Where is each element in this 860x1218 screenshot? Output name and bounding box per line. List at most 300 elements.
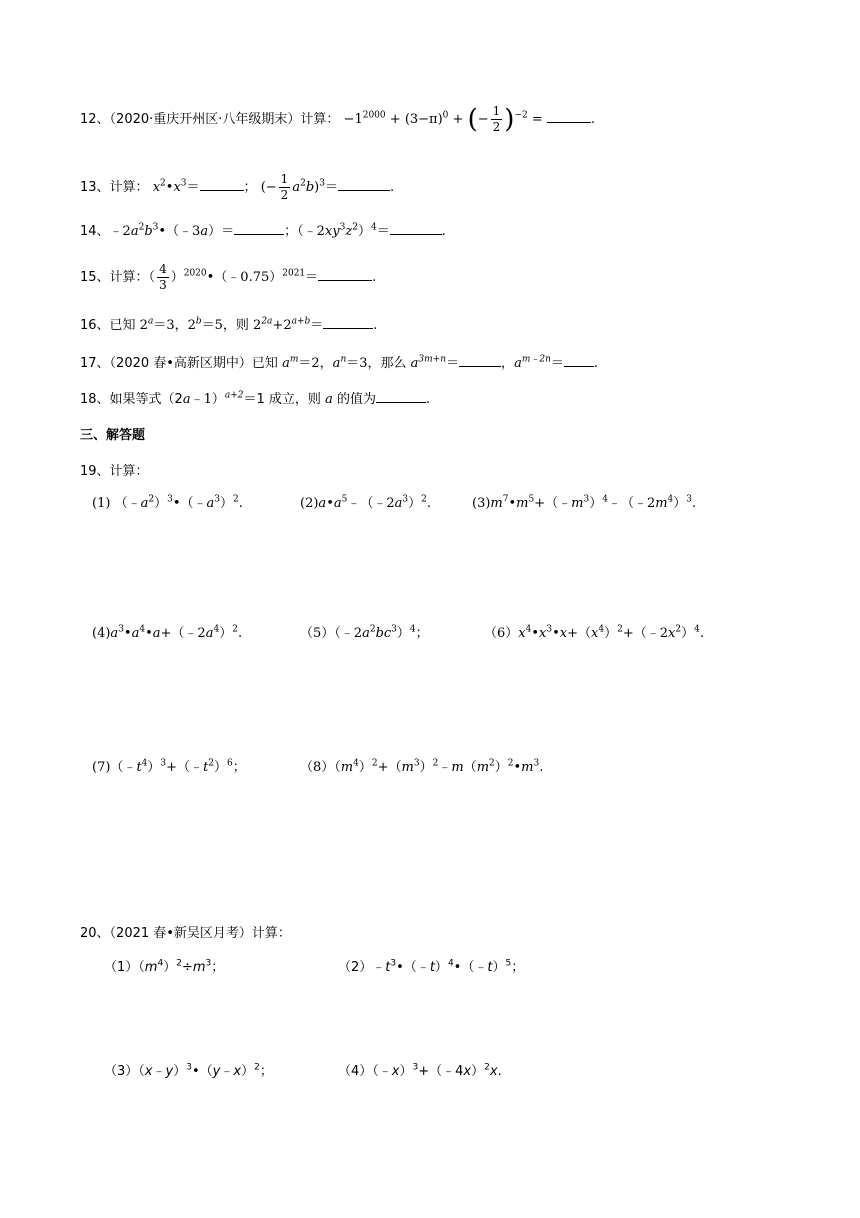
question-19-title: 19、计算： [80,464,149,479]
math-token: x [233,1064,242,1079]
math-token: ） [471,1064,485,1079]
math-token: 2 [492,120,501,134]
math-token: x [173,180,181,195]
math-token: 的值为 [336,392,376,407]
math-token: ） [173,1064,187,1079]
math-token: y [212,1064,221,1079]
math-token: (3−π) [404,112,443,127]
answer-blank[interactable] [200,189,244,191]
math-token: 2 [254,1062,260,1073]
math-token: m [144,960,158,975]
math-token: ） [358,760,372,775]
math-token: . [426,496,432,511]
math-token: • [326,496,334,511]
math-token: 3 [402,494,409,505]
math-token: ） [589,496,603,511]
math-token: a [152,626,161,641]
math-token: ） [147,760,161,775]
math-token: m [340,760,354,775]
math-token: ） [419,760,433,775]
math-token: a [182,392,191,407]
math-token: +2 [272,318,292,333]
math-token: +（﹣ [166,760,204,775]
answer-blank[interactable] [318,279,372,281]
question-14 [80,224,446,240]
math-token [418,355,446,365]
math-token: 2 [138,222,145,233]
math-token: +（﹣ [534,496,572,511]
math-token: ） [154,496,168,511]
math-token: • [123,626,132,641]
math-token: 3 [160,758,167,769]
question-15 [80,262,376,293]
math-token: ； [511,960,525,975]
math-token: . [373,318,378,333]
question-13 [80,172,394,203]
math-token: 5 [341,494,348,505]
math-token: a [282,356,290,371]
math-token: （8） [300,760,335,775]
math-token: 13、 [80,180,110,195]
math-token: 4 [409,624,416,635]
math-token: a [325,392,333,407]
math-token: z [345,224,353,239]
math-token: ） [396,626,410,641]
math-token: •（﹣ [396,960,430,975]
math-token: m [521,760,534,775]
math-token: m [490,496,503,511]
math-token: 3 [205,958,212,969]
answer-blank[interactable] [338,189,390,191]
math-token: a [140,496,149,511]
math-token: • [508,496,517,511]
math-token: 6 [227,758,233,769]
math-token: ；（﹣2 [284,224,325,239]
math-token: • [513,760,522,775]
math-token: ﹣ [372,960,386,975]
math-token: （ [138,960,145,975]
math-token: . [497,1064,502,1079]
math-token: = [531,112,543,127]
q20-item-3 [104,1064,273,1080]
math-token: 3 [686,494,693,505]
math-token: x [559,626,568,641]
math-token: ﹣（﹣2 [607,496,656,511]
math-token: 3 [533,758,540,769]
math-token: ） [673,496,687,511]
math-token: (1) [92,496,111,511]
section-heading: 三、解答题 [80,428,146,443]
math-token: ) [504,104,515,135]
math-token: （﹣ [110,760,137,775]
math-token: ＝3，2 [153,318,196,333]
math-token: 3 [413,758,420,769]
math-token: ） [399,1064,413,1079]
math-token: t [429,960,435,975]
math-token: m [289,354,299,365]
question-20-title: 20、（2021 春•新吴区月考）计算： [80,926,291,941]
answer-blank[interactable] [547,121,591,123]
math-token: . [237,626,243,641]
math-token: . [692,496,697,511]
math-token: x [152,180,161,195]
math-token: 2 [432,758,439,769]
math-token: •（﹣3 [158,224,201,239]
math-token: ） [604,626,618,641]
math-token: 3 [118,624,124,635]
math-token: m [451,760,464,775]
math-token: 5 [505,958,512,969]
question-17 [80,356,598,372]
math-token: +（﹣2 [622,626,669,641]
math-token: (− [260,180,277,195]
math-token: ＝ [305,270,319,285]
math-token: 4 [694,624,700,635]
math-token: 5 [528,494,535,505]
math-token: bc [375,626,392,641]
math-token: 17、 [80,356,110,371]
math-token: （2020·重庆开州区·八年级期末）计算： [109,112,340,127]
math-token: （﹣ [372,1064,392,1079]
math-token: • [552,626,560,641]
math-token: a [318,496,327,511]
math-token: ＝ [376,224,390,239]
q20-item-2 [338,960,524,976]
math-token: （4） [338,1064,373,1079]
math-token: a [147,316,154,327]
answer-blank[interactable] [459,365,501,367]
math-token: ＝ [324,180,338,195]
math-token: （﹣ [114,496,141,511]
math-token: t [203,760,209,775]
math-token: a [332,356,341,371]
math-token: x [391,1064,400,1079]
math-token: a [110,626,119,641]
math-token: b [305,180,315,195]
q19-item-6 [484,626,704,642]
math-token: t [487,960,493,975]
math-token: a [200,224,209,239]
math-token: +（﹣2 [160,626,206,641]
math-token [292,317,311,327]
math-token: x [518,626,526,641]
math-token: 2 [232,624,238,635]
math-token: •（﹣0.75） [206,270,283,285]
q19-item-1 [92,496,243,512]
math-token: ， [501,356,515,371]
math-token: ； [232,760,246,775]
math-token: 14、 [80,224,110,239]
math-token: x [668,626,676,641]
math-token: 4 [602,494,608,505]
math-token: 12、 [80,112,110,127]
math-token: ＝ [310,318,324,333]
math-token: •（ [191,1064,213,1079]
math-token: . [441,224,446,239]
math-token: 3 [391,624,397,635]
math-token: x [324,224,333,239]
math-token [225,391,244,401]
math-token: ﹣ [438,760,452,775]
math-token: （2） [338,960,373,975]
math-token: 16、 [80,318,110,333]
math-token: x [463,1064,472,1079]
math-token: 4 [598,624,605,635]
math-token: 计算：（ [109,270,156,285]
math-token: 2000 [362,110,386,121]
answer-blank[interactable] [390,233,442,235]
math-token: ； [415,626,429,641]
math-token: . [389,180,395,195]
math-token: x [539,626,547,641]
math-token: t [136,760,142,775]
math-token: 2a [261,316,273,327]
math-token: m [655,496,668,511]
math-token: a [394,496,403,511]
math-token: 0 [442,110,449,121]
math-token: . [372,270,377,285]
math-token: 4 [525,624,532,635]
math-token: ﹣ [152,1064,166,1079]
math-token: ； [259,1064,273,1079]
math-token: . [593,356,599,371]
math-token: y [332,224,340,239]
math-token: −1 [343,112,363,127]
math-token: 2 [233,494,239,505]
q20-item-4 [338,1064,502,1080]
math-token: . [238,496,243,511]
q20-item-1 [104,960,224,976]
math-token: ﹣（﹣2 [347,496,395,511]
math-token: ） [170,270,184,285]
math-token: a [514,356,522,371]
math-token: • [165,180,174,195]
question-18 [80,392,430,408]
math-token: (7) [92,760,111,775]
math-token: . [539,760,544,775]
math-token: a [410,356,419,371]
math-token: m [516,496,529,511]
fraction-one-half [491,104,503,135]
math-token: （﹣2 [334,626,363,641]
math-token: 2020 [183,268,207,279]
math-token: 4 [159,262,167,276]
math-token: a [130,224,139,239]
q19-item-3 [472,496,696,512]
math-token: (2) [300,496,319,511]
math-token: 2 [300,178,306,189]
math-token: 7 [502,494,509,505]
math-token: a [205,626,214,641]
math-token: n [340,354,347,365]
math-token [261,317,272,327]
math-token: 计算： [109,180,149,195]
math-token: a [206,496,215,511]
math-token: + [389,112,401,127]
answer-blank[interactable] [376,401,426,403]
math-token: ； [211,960,225,975]
math-token: 2021 [282,268,306,279]
question-12: 12、（2020·重庆开州区·八年级期末）计算： $-1^{2000} + (3-\pi)^0$ + (− $\frac{1}{2}$ )$^{-2}$ = . [80,104,596,135]
math-token: • [145,626,153,641]
math-token: ） [492,960,506,975]
math-token: . [699,626,704,641]
math-token: +（﹣4 [418,1064,464,1079]
math-token: 1 [492,104,501,118]
math-token: m [192,960,206,975]
math-token: 2 [148,494,155,505]
math-token: 3 [583,494,590,505]
math-token: 2 [484,1062,490,1073]
math-token: 2 [208,758,215,769]
math-token: 2 [160,178,166,189]
math-token: b [195,316,202,327]
math-token: （ [463,760,477,775]
math-token: (3) [472,496,491,511]
math-token: 3 [180,178,187,189]
math-token: （2020 春•高新区期中）已知 [109,356,278,371]
math-token: •（﹣ [172,496,207,511]
math-token: x [144,1064,153,1079]
math-token: 4 [667,494,674,505]
math-token: （5） [300,626,335,641]
math-token: ） [241,1064,255,1079]
math-token: y [165,1064,174,1079]
q19-item-4 [92,626,242,642]
math-token: ） [219,626,233,641]
math-token: 4 [447,958,454,969]
math-token: t [385,960,391,975]
math-token: 3 [319,178,325,189]
math-token: ） [681,626,695,641]
math-token: 2 [421,494,427,505]
question-16 [80,318,377,334]
math-token: b [144,224,153,239]
math-token: a [362,626,370,641]
math-token: ﹣2 [109,224,131,239]
answer-blank[interactable] [323,327,373,329]
math-token: +（ [377,760,402,775]
math-token: 如果等式（2 [109,392,183,407]
math-token: ） [408,496,422,511]
math-token: 3 [546,624,553,635]
q19-item-2 [300,496,431,512]
math-token: ） [163,960,177,975]
math-token: 2 [675,624,682,635]
math-token: 3 [412,1062,419,1073]
math-token: ） [214,760,228,775]
math-token: ＝ [550,356,564,371]
math-token: （ [334,760,341,775]
math-token: • [531,626,540,641]
math-token: a [292,180,301,195]
math-token: −2 [514,110,528,121]
math-token: ＝ [446,356,460,371]
math-token: 2 [369,624,376,635]
math-token: a+2 [224,390,244,401]
math-token: 4 [139,624,146,635]
q19-item-5 [300,626,429,642]
math-token: 3 [186,1062,192,1073]
math-token: 15、 [80,270,110,285]
math-token: 2 [507,758,514,769]
math-token: m [401,760,414,775]
math-token: 4 [213,624,220,635]
math-token: a+b [291,316,311,327]
math-token: ） [494,760,508,775]
math-token: m [476,760,490,775]
math-token: ）＝ [208,224,235,239]
math-token: ＝ [186,180,200,195]
math-token: . [425,392,431,407]
math-token: （1） [104,960,139,975]
math-token: ＝3，那么 [346,356,407,371]
math-token: ÷ [181,960,193,975]
math-token: ＝1 成立，则 [243,392,321,407]
math-token: （3） [104,1064,139,1079]
math-token: 4 [353,758,359,769]
math-token: •（﹣ [453,960,488,975]
math-token: ） [220,496,234,511]
math-token: 18、 [80,392,110,407]
math-token: x [591,626,599,641]
answer-blank[interactable] [234,233,284,235]
math-token: 3 [214,494,220,505]
math-token: ) [314,180,320,195]
math-token: 2 [489,758,495,769]
math-token: a [333,496,342,511]
math-token: 3 [339,222,346,233]
math-token: 3 [390,958,397,969]
q19-item-7 [92,760,246,776]
answer-blank[interactable] [564,365,594,367]
math-token: 2 [617,624,623,635]
math-token: ） [434,960,448,975]
math-token [522,355,551,365]
math-token: (4) [92,626,111,641]
math-token: ( [467,104,478,135]
math-token: 1 [280,172,289,186]
math-token: − [477,112,489,127]
fraction-four-thirds [157,262,169,293]
math-token: x [489,1064,498,1079]
math-token: 4 [370,222,377,233]
math-token: 2 [176,958,182,969]
math-token: ＝2， [298,356,333,371]
math-token: 2 [280,188,289,202]
math-token: 3m+n [418,354,447,365]
math-token: a [131,626,140,641]
math-token: + [452,112,464,127]
math-token: 4 [157,958,164,969]
math-token: 3 [167,494,173,505]
math-token: ） [357,224,371,239]
math-token: 2 [352,222,358,233]
math-token: m [571,496,584,511]
math-token: 2 [371,758,378,769]
math-token: 3 [152,222,159,233]
math-token: （ [138,1064,145,1079]
math-token: +（ [567,626,592,641]
math-token: m﹣2n [521,354,551,365]
math-token: ； [243,180,257,195]
math-token: ﹣1） [190,392,225,407]
math-token: 已知 2 [109,318,148,333]
math-token: ＝5，则 2 [201,318,262,333]
math-token: ﹣ [220,1064,234,1079]
math-token: 4 [141,758,148,769]
math-token: 3 [159,278,167,292]
